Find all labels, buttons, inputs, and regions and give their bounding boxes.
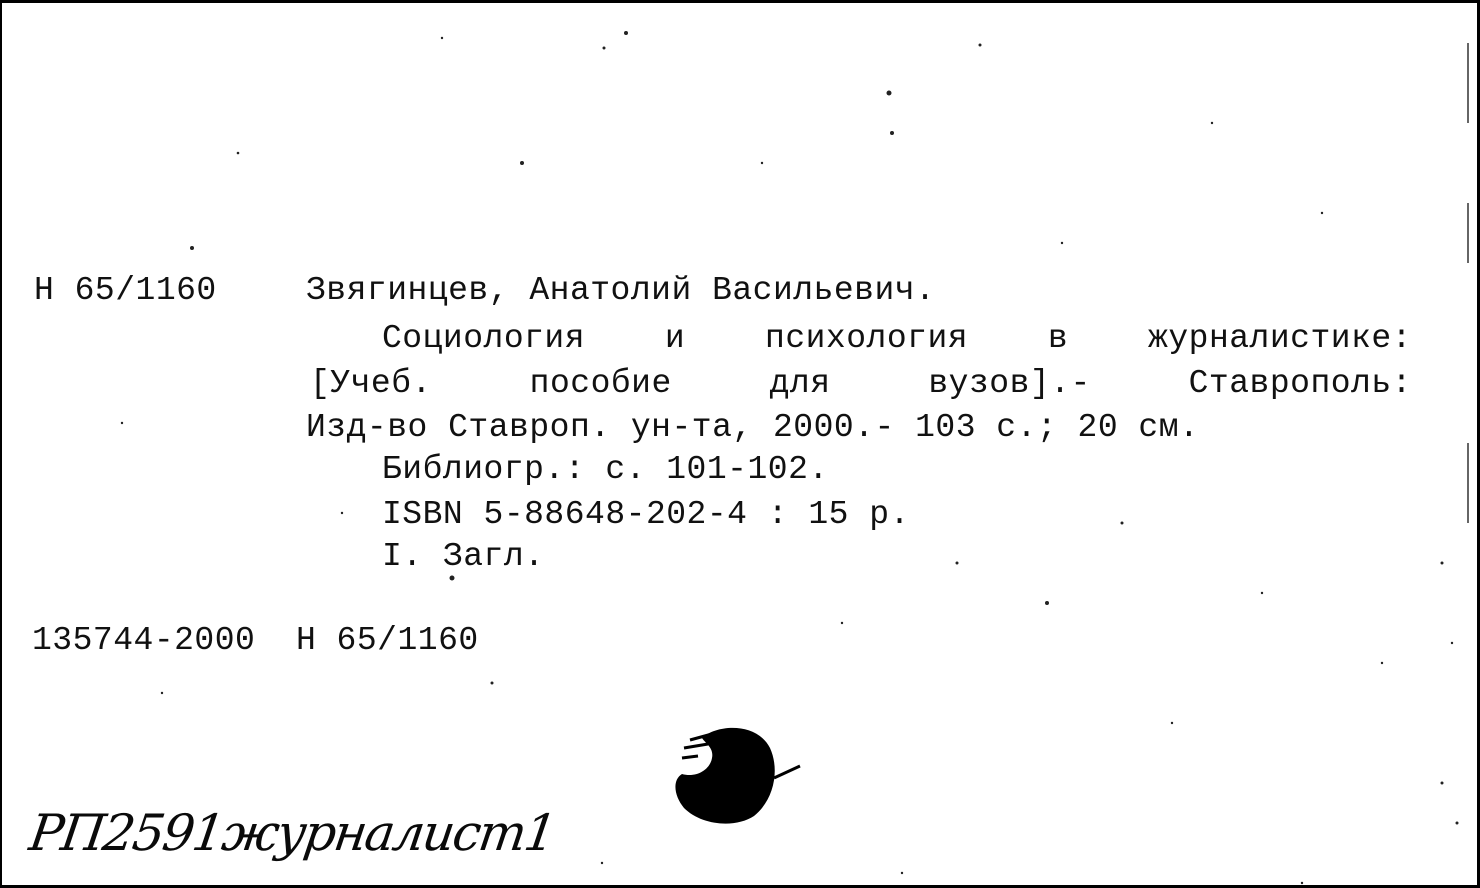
- title-word: Ставрополь:: [1188, 365, 1412, 402]
- title-word: для: [769, 365, 831, 402]
- imprint-line: Изд-во Ставроп. ун-та, 2000.- 103 с.; 20 см.: [306, 409, 1200, 446]
- title-word: вузов].-: [928, 365, 1091, 402]
- handwritten-note: РП2591журналист1: [25, 804, 559, 862]
- punch-hole-blot: [662, 718, 812, 833]
- title-word: Социология: [382, 320, 586, 357]
- title-word: в: [1047, 320, 1069, 357]
- title-word: психология: [765, 320, 969, 357]
- title-word: пособие: [529, 365, 672, 402]
- title-word: и: [664, 320, 686, 357]
- title-line-1: [382, 319, 1412, 359]
- call-number: Н 65/1160: [34, 272, 217, 309]
- author-heading: Звягинцев, Анатолий Васильевич.: [306, 272, 936, 309]
- accession-number: 135744-2000 Н 65/1160: [32, 622, 479, 659]
- title-word: [Учеб.: [310, 365, 432, 402]
- title-line-2: [310, 364, 1412, 404]
- title-tracing: I. Загл.: [382, 538, 545, 575]
- isbn-price: ISBN 5-88648-202-4 : 15 р.: [382, 496, 910, 533]
- title-word: журналистике:: [1148, 320, 1412, 357]
- bibliography-note: Библиогр.: с. 101-102.: [382, 451, 829, 488]
